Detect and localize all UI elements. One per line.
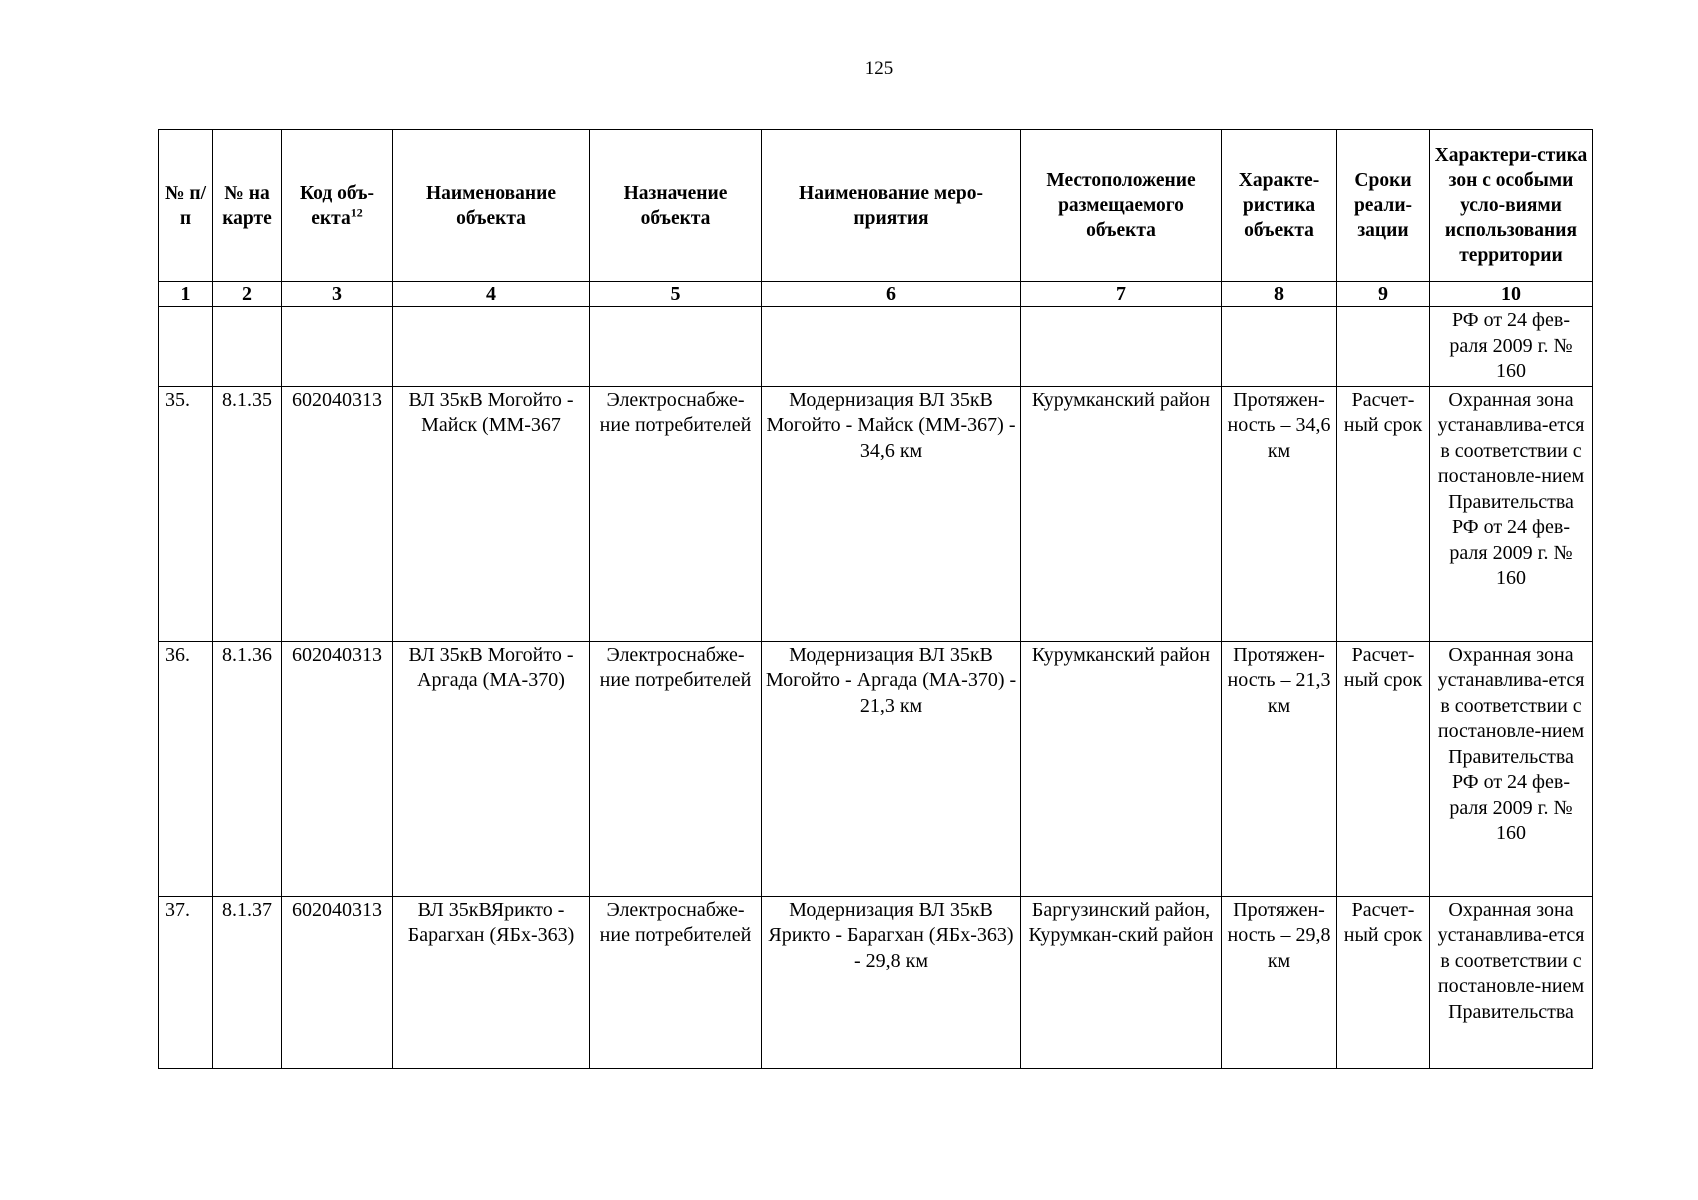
header-map-num: № на карте [213,130,282,282]
row-measure: Модернизация ВЛ 35кВ Ярикто - Барагхан (ЯБх-363) - 29,8 км [762,896,1021,1068]
table-row [159,386,1593,641]
column-number-row [159,282,1593,307]
row-location: Курумканский район [1021,386,1222,641]
empty-cell [1222,307,1337,387]
row-object-name: ВЛ 35кВЯрикто - Барагхан (ЯБх-363) [393,896,590,1068]
row-term: Расчет-ный срок [1337,896,1430,1068]
row-location: Баргузинский район, Курумкан-ский район [1021,896,1222,1068]
row-purpose: Электроснабже-ние потребителей [590,386,762,641]
col-number-8: 8 [1222,282,1337,307]
row-zones: Охранная зона устанавлива-ется в соответствии с постановле-нием Правительства РФ от 24 фев-раля 2009 г. № 160 [1430,641,1593,896]
row-measure: Модернизация ВЛ 35кВ Могойто - Аргада (МА-370) - 21,3 км [762,641,1021,896]
row-term: Расчет-ный срок [1337,386,1430,641]
col-number-10: 10 [1430,282,1593,307]
row-code: 602040313 [282,896,393,1068]
empty-cell [762,307,1021,387]
header-measure: Наименование меро-приятия [762,130,1021,282]
col-number-6: 6 [762,282,1021,307]
col-number-4: 4 [393,282,590,307]
header-purpose: Назначение объекта [590,130,762,282]
empty-cell [1337,307,1430,387]
col-number-1: 1 [159,282,213,307]
continuation-zones-cell: РФ от 24 фев-раля 2009 г. № 160 [1430,307,1593,387]
empty-cell [159,307,213,387]
header-term: Сроки реали-зации [1337,130,1430,282]
row-location: Курумканский район [1021,641,1222,896]
header-location: Местоположение размещаемого объекта [1021,130,1222,282]
row-num: 37. [159,896,213,1068]
table-row [159,896,1593,1068]
row-num: 36. [159,641,213,896]
col-number-7: 7 [1021,282,1222,307]
row-term: Расчет-ный срок [1337,641,1430,896]
empty-cell [590,307,762,387]
col-number-3: 3 [282,282,393,307]
row-characteristic: Протяжен-ность – 29,8 км [1222,896,1337,1068]
footnote-marker: 12 [350,205,363,219]
row-object-name: ВЛ 35кВ Могойто - Майск (ММ-367 [393,386,590,641]
page-number: 125 [864,58,894,79]
row-object-name: ВЛ 35кВ Могойто - Аргада (МА-370) [393,641,590,896]
row-num: 35. [159,386,213,641]
row-purpose: Электроснабже-ние потребителей [590,641,762,896]
empty-cell [1021,307,1222,387]
header-code [282,130,393,282]
row-map-num: 8.1.35 [213,386,282,641]
empty-cell [213,307,282,387]
row-purpose: Электроснабже-ние потребителей [590,896,762,1068]
row-code: 602040313 [282,641,393,896]
row-map-num: 8.1.37 [213,896,282,1068]
row-characteristic: Протяжен-ность – 34,6 км [1222,386,1337,641]
header-object-name: Наименование объекта [393,130,590,282]
table-row [159,641,1593,896]
continuation-row [159,307,1593,387]
col-number-2: 2 [213,282,282,307]
row-characteristic: Протяжен-ность – 21,3 км [1222,641,1337,896]
row-map-num: 8.1.36 [213,641,282,896]
col-number-5: 5 [590,282,762,307]
row-measure: Модернизация ВЛ 35кВ Могойто - Майск (ММ-367) - 34,6 км [762,386,1021,641]
row-zones: Охранная зона устанавлива-ется в соответствии с постановле-нием Правительства РФ от 24 фев-раля 2009 г. № 160 [1430,386,1593,641]
empty-cell [282,307,393,387]
row-zones: Охранная зона устанавлива-ется в соответствии с постановле-нием Правительства [1430,896,1593,1068]
header-zones: Характери-стика зон с особыми усло-виями использования территории [1430,130,1593,282]
header-characteristic: Характе-ристика объекта [1222,130,1337,282]
header-row [159,130,1593,282]
header-num: № п/п [159,130,213,282]
col-number-9: 9 [1337,282,1430,307]
row-code: 602040313 [282,386,393,641]
header-code-text: Код объ-екта [300,182,374,229]
empty-cell [393,307,590,387]
objects-table [158,129,1593,1069]
